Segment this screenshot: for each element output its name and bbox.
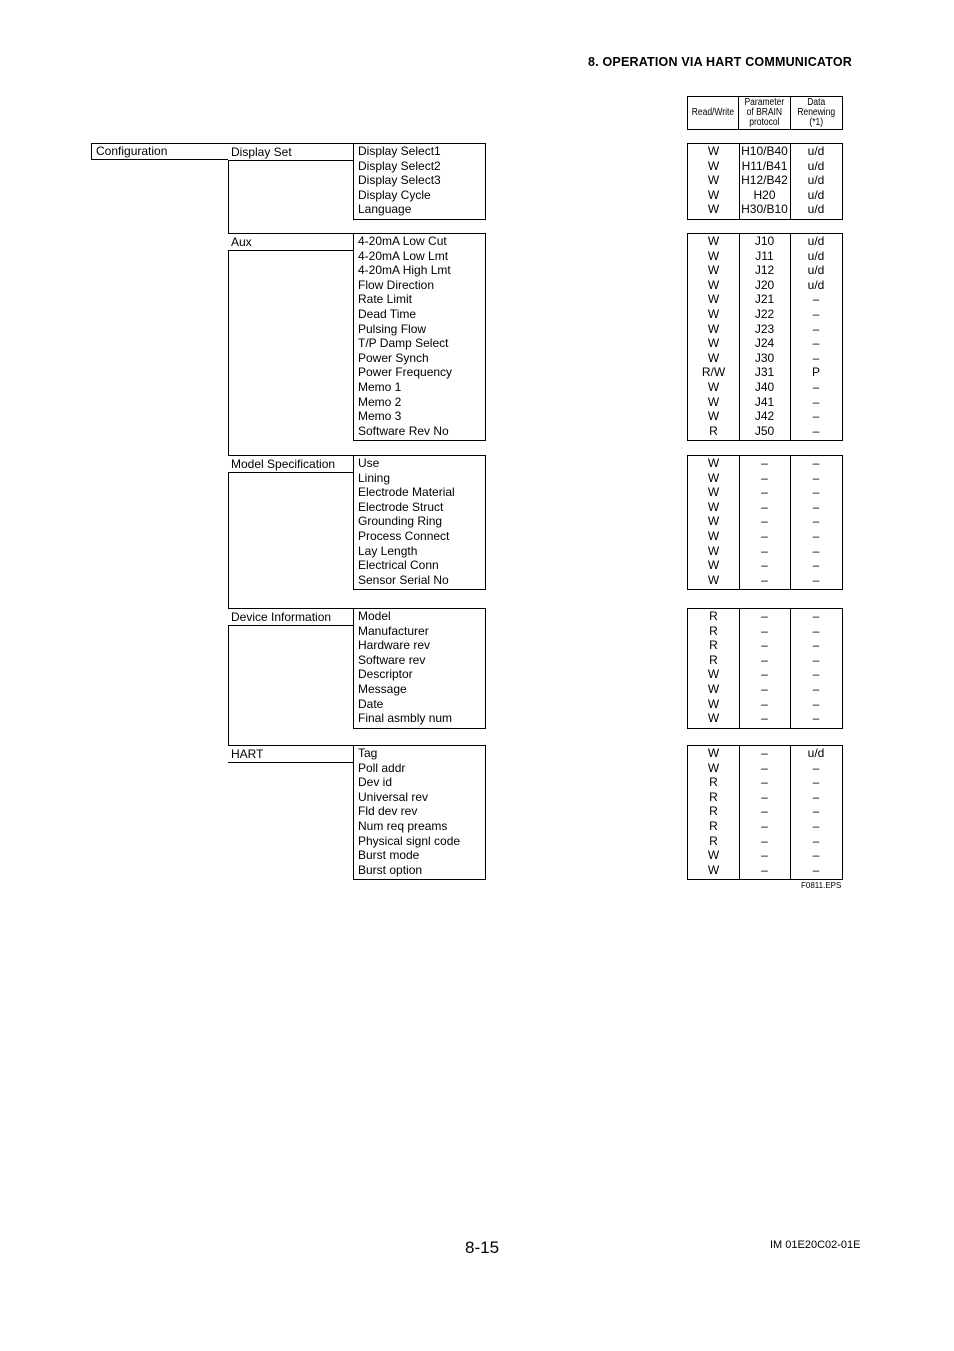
parameter-item: T/P Damp Select [358, 336, 449, 351]
data-renewing-cell: – [812, 638, 820, 653]
parameter-item: Final asmbly num [358, 711, 453, 726]
read-write-cell: R [709, 804, 718, 819]
brain-parameter-cell: J40 [754, 379, 775, 394]
read-write-column [688, 456, 739, 587]
parameter-item: Date [358, 696, 384, 711]
read-write-cell: W [707, 499, 720, 514]
brain-parameter-cell: J41 [754, 394, 775, 409]
brain-parameter-cell: – [761, 775, 768, 790]
read-write-header-label: Read/Write [691, 107, 735, 118]
data-renewing-cell: – [812, 623, 820, 638]
read-write-cell: W [707, 187, 720, 202]
brain-parameter-cell: J50 [754, 423, 775, 438]
read-write-cell: W [707, 485, 720, 500]
parameter-item: Descriptor [358, 667, 413, 682]
data-renewing-column [790, 144, 842, 217]
parameter-item: Manufacturer [358, 623, 429, 638]
section-title: 8. OPERATION VIA HART COMMUNICATOR [588, 55, 852, 69]
read-write-cell: R [709, 609, 718, 623]
data-renewing-cell: – [812, 848, 820, 863]
read-write-cell: R [709, 652, 718, 667]
data-renewing-cell: – [812, 558, 820, 573]
data-renewing-cell: – [812, 775, 820, 790]
read-write-cell: W [707, 394, 720, 409]
data-renewing-cell: u/d [807, 263, 825, 278]
parameter-item: Power Synch [358, 350, 429, 365]
brain-parameter-cell: H10/B40 [741, 144, 788, 158]
data-renewing-cell: – [812, 789, 820, 804]
brain-parameter-cell: H12/B42 [741, 173, 788, 188]
data-renewing-column [790, 609, 842, 726]
parameter-item: Physical signl code [358, 833, 461, 848]
configuration-node [91, 143, 229, 160]
brain-header-line-3: protocol [749, 117, 780, 128]
brain-parameter-cell: – [761, 862, 768, 877]
read-write-cell: W [707, 202, 720, 217]
read-write-cell: W [707, 321, 720, 336]
data-renewing-cell: – [812, 760, 820, 775]
brain-parameter-cell: – [761, 804, 768, 819]
brain-parameter-cell: – [761, 667, 768, 682]
parameter-item: 4-20mA Low Cut [358, 234, 447, 248]
brain-parameter-column [739, 234, 790, 438]
read-write-cell: W [707, 514, 720, 529]
parameter-list [353, 233, 486, 441]
read-write-cell: W [707, 746, 720, 760]
read-write-cell: W [707, 696, 720, 711]
read-write-column [688, 746, 739, 877]
group-node [228, 455, 354, 473]
read-write-cell: W [707, 350, 720, 365]
brain-parameter-cell: – [761, 848, 768, 863]
brain-parameter-cell: – [761, 558, 768, 573]
parameter-item: Rate Limit [358, 292, 413, 307]
read-write-cell: R [709, 789, 718, 804]
group-name: Model Specification [231, 457, 336, 471]
read-write-column [688, 144, 739, 217]
brain-parameter-cell: J22 [754, 306, 775, 321]
group-node [228, 745, 354, 763]
data-renewing-cell: – [812, 409, 820, 424]
read-write-cell: W [707, 711, 720, 726]
parameter-item: 4-20mA Low Lmt [358, 248, 449, 263]
data-renewing-cell: – [812, 711, 820, 726]
brain-parameter-column [739, 609, 790, 726]
parameter-item: Pulsing Flow [358, 321, 427, 336]
parameter-item: 4-20mA High Lmt [358, 263, 451, 278]
brain-header-line-1: Parameter [744, 97, 785, 108]
group-name: HART [231, 747, 264, 761]
read-write-cell: W [707, 277, 720, 292]
brain-parameter-cell: – [761, 833, 768, 848]
data-renewing-cell: – [812, 804, 820, 819]
brain-parameter-cell: J20 [754, 277, 775, 292]
brain-parameter-cell: H30/B10 [741, 202, 788, 217]
data-renewing-cell: – [812, 681, 820, 696]
brain-parameter-cell: – [761, 746, 768, 760]
renewing-header-line-2: Renewing [797, 107, 836, 118]
read-write-cell: R [709, 833, 718, 848]
brain-parameter-cell: J24 [754, 336, 775, 351]
brain-parameter-cell: – [761, 499, 768, 514]
brain-parameter-cell: – [761, 623, 768, 638]
brain-parameter-cell: – [761, 485, 768, 500]
read-write-cell: W [707, 336, 720, 351]
group-name: Device Information [231, 610, 332, 624]
data-renewing-cell: – [812, 514, 820, 529]
brain-parameter-cell: H11/B41 [741, 158, 788, 173]
data-renewing-cell: – [812, 609, 820, 623]
data-renewing-cell: – [812, 499, 820, 514]
document-id: IM 01E20C02-01E [770, 1239, 861, 1251]
brain-parameter-cell: – [761, 696, 768, 711]
brain-parameter-cell: – [761, 638, 768, 653]
parameter-item: Display Select2 [358, 158, 441, 173]
brain-parameter-cell: – [761, 818, 768, 833]
read-write-column [688, 234, 739, 438]
read-write-cell: W [707, 409, 720, 424]
parameter-item: Lay Length [358, 543, 418, 558]
parameter-item: Dead Time [358, 306, 417, 321]
read-write-cell: R [709, 638, 718, 653]
parameter-item: Process Connect [358, 528, 450, 543]
brain-parameter-cell: – [761, 470, 768, 485]
parameter-item: Power Frequency [358, 365, 453, 380]
data-renewing-cell: – [812, 423, 820, 438]
brain-parameter-cell: J10 [754, 234, 775, 248]
parameter-item: Software Rev No [358, 423, 449, 438]
read-write-cell: R [709, 623, 718, 638]
brain-parameter-cell: J12 [754, 263, 775, 278]
parameter-item: Dev id [358, 775, 393, 790]
configuration-label: Configuration [96, 144, 168, 158]
data-renewing-cell: u/d [807, 144, 825, 158]
attribute-table [687, 745, 843, 880]
brain-parameter-column [739, 144, 790, 217]
data-renewing-cell: – [812, 470, 820, 485]
data-renewing-cell: P [811, 365, 820, 380]
read-write-cell: R [709, 775, 718, 790]
brain-parameter-cell: J30 [754, 350, 775, 365]
data-renewing-column [790, 746, 842, 877]
data-renewing-cell: u/d [807, 248, 825, 263]
brain-header-line-2: of BRAIN [746, 107, 783, 118]
parameter-item: Language [358, 202, 412, 217]
brain-parameter-cell: – [761, 711, 768, 726]
read-write-cell: W [707, 263, 720, 278]
brain-parameter-column [739, 746, 790, 877]
brain-parameter-cell: – [761, 456, 768, 470]
parameter-item: Fld dev rev [358, 804, 418, 819]
brain-parameter-cell: J42 [754, 409, 775, 424]
brain-parameter-cell: – [761, 681, 768, 696]
parameter-item: Software rev [358, 652, 426, 667]
parameter-item: Memo 1 [358, 379, 402, 394]
read-write-cell: W [707, 558, 720, 573]
data-renewing-cell: u/d [807, 187, 825, 202]
brain-parameter-cell: – [761, 760, 768, 775]
data-renewing-cell: – [812, 379, 820, 394]
read-write-cell: W [707, 173, 720, 188]
parameter-item: Electrical Conn [358, 558, 439, 573]
parameter-item: Grounding Ring [358, 514, 443, 529]
parameter-item: Universal rev [358, 789, 429, 804]
brain-parameter-cell: – [761, 543, 768, 558]
read-write-cell: W [707, 306, 720, 321]
brain-parameter-cell: – [761, 789, 768, 804]
data-renewing-cell: – [812, 336, 820, 351]
group-name: Aux [231, 235, 252, 249]
read-write-cell: R [709, 423, 718, 438]
group-node [228, 608, 354, 626]
data-renewing-cell: – [812, 456, 820, 470]
data-renewing-header [790, 96, 843, 130]
parameter-item: Num req preams [358, 818, 448, 833]
parameter-item: Burst mode [358, 848, 420, 863]
brain-parameter-cell: H20 [753, 187, 776, 202]
data-renewing-cell: – [812, 350, 820, 365]
data-renewing-cell: – [812, 543, 820, 558]
brain-parameter-cell: J23 [754, 321, 775, 336]
page-number: 8-15 [465, 1238, 500, 1257]
parameter-item: Lining [358, 470, 391, 485]
parameter-item: Hardware rev [358, 638, 431, 653]
data-renewing-cell: – [812, 833, 820, 848]
data-renewing-cell: – [812, 394, 820, 409]
parameter-item: Use [358, 456, 380, 470]
parameter-item: Model [358, 609, 391, 623]
read-write-cell: W [707, 528, 720, 543]
data-renewing-cell: u/d [807, 173, 825, 188]
data-renewing-cell: – [812, 696, 820, 711]
attribute-table [687, 233, 843, 441]
data-renewing-cell: u/d [807, 746, 825, 760]
brain-parameter-cell: – [761, 609, 768, 623]
parameter-item: Sensor Serial No [358, 572, 449, 587]
read-write-cell: W [707, 248, 720, 263]
data-renewing-cell: – [812, 306, 820, 321]
brain-parameter-cell: – [761, 652, 768, 667]
renewing-header-line-1: Data [807, 97, 826, 108]
data-renewing-cell: u/d [807, 158, 825, 173]
read-write-cell: W [707, 158, 720, 173]
parameter-item: Memo 3 [358, 409, 402, 424]
data-renewing-cell: – [812, 652, 820, 667]
read-write-cell: R [709, 818, 718, 833]
read-write-cell: W [707, 379, 720, 394]
data-renewing-cell: – [812, 528, 820, 543]
figure-code: F0811.EPS [801, 881, 842, 890]
attribute-table [687, 608, 843, 729]
data-renewing-cell: – [812, 667, 820, 682]
parameter-item: Display Select1 [358, 144, 441, 158]
parameter-item: Burst option [358, 862, 423, 877]
data-renewing-cell: – [812, 321, 820, 336]
group-node [228, 233, 354, 251]
data-renewing-cell: u/d [807, 277, 825, 292]
parameter-item: Display Cycle [358, 187, 431, 202]
data-renewing-cell: – [812, 572, 820, 587]
parameter-item: Flow Direction [358, 277, 435, 292]
read-write-cell: W [707, 862, 720, 877]
parameter-list [353, 745, 486, 880]
brain-parameter-header [738, 96, 791, 130]
read-write-cell: W [707, 292, 720, 307]
read-write-cell: W [707, 667, 720, 682]
read-write-cell: W [707, 543, 720, 558]
parameter-list [353, 608, 486, 729]
data-renewing-column [790, 456, 842, 587]
read-write-header [687, 96, 739, 130]
parameter-item: Poll addr [358, 760, 406, 775]
group-node [228, 143, 354, 161]
parameter-item: Electrode Struct [358, 499, 444, 514]
parameter-item: Memo 2 [358, 394, 402, 409]
parameter-list [353, 455, 486, 590]
parameter-list [353, 143, 486, 220]
renewing-header-line-3: (*1) [809, 117, 824, 128]
data-renewing-cell: u/d [807, 202, 825, 217]
read-write-cell: W [707, 681, 720, 696]
read-write-cell: W [707, 760, 720, 775]
read-write-cell: R/W [701, 365, 726, 380]
data-renewing-column [790, 234, 842, 438]
read-write-cell: W [707, 144, 720, 158]
attribute-table [687, 455, 843, 590]
parameter-item: Display Select3 [358, 173, 441, 188]
attribute-table [687, 143, 843, 220]
data-renewing-cell: – [812, 862, 820, 877]
data-renewing-cell: u/d [807, 234, 825, 248]
parameter-item: Message [358, 681, 407, 696]
brain-parameter-cell: – [761, 572, 768, 587]
read-write-cell: W [707, 234, 720, 248]
brain-parameter-cell: – [761, 514, 768, 529]
parameter-item: Electrode Material [358, 485, 455, 500]
data-renewing-cell: – [812, 485, 820, 500]
read-write-column [688, 609, 739, 726]
read-write-cell: W [707, 572, 720, 587]
group-name: Display Set [231, 145, 292, 159]
brain-parameter-cell: J21 [754, 292, 775, 307]
brain-parameter-cell: J11 [755, 248, 774, 263]
read-write-cell: W [707, 456, 720, 470]
read-write-cell: W [707, 848, 720, 863]
read-write-cell: W [707, 470, 720, 485]
data-renewing-cell: – [812, 818, 820, 833]
data-renewing-cell: – [812, 292, 820, 307]
brain-parameter-column [739, 456, 790, 587]
parameter-item: Tag [358, 746, 378, 760]
brain-parameter-cell: – [761, 528, 768, 543]
brain-parameter-cell: J31 [754, 365, 775, 380]
